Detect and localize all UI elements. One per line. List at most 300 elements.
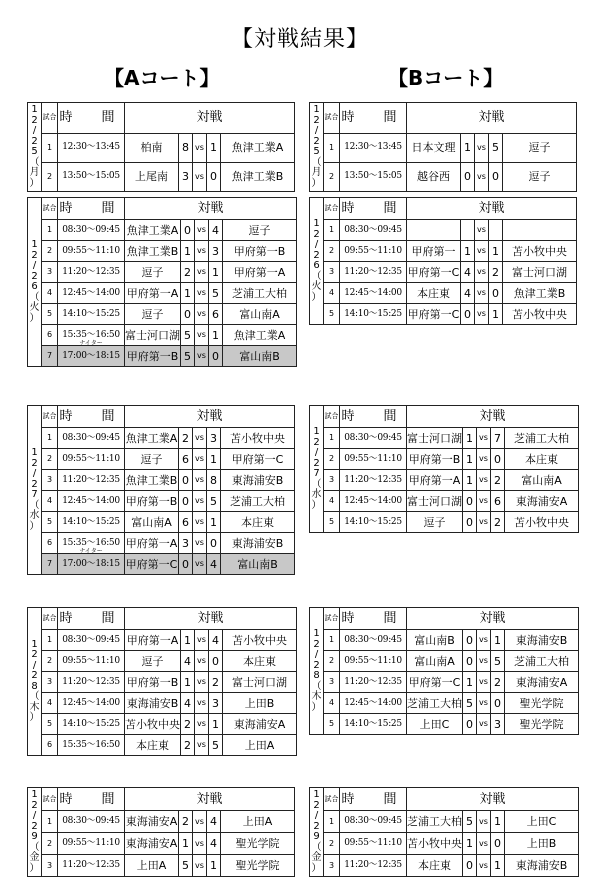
date-char: 2 [313, 820, 320, 832]
team-left: 東海浦安B [125, 693, 181, 714]
date-char: 1 [313, 628, 320, 639]
match-time: 09:55～11:10 [58, 651, 125, 672]
match-time: 12:45～14:00 [58, 693, 125, 714]
match-row [28, 470, 295, 491]
match-row [28, 811, 295, 833]
vs-label: vs [195, 220, 209, 241]
date-char: （ [29, 691, 40, 702]
match-row [28, 283, 297, 304]
score-right: 1 [207, 855, 221, 877]
match-row [310, 449, 579, 470]
match-header: 試合 [324, 406, 340, 428]
team-left: 越谷西 [407, 162, 461, 191]
match-number: 1 [42, 630, 58, 651]
versus-header: 対戦 [407, 608, 579, 630]
match-number: 3 [324, 262, 340, 283]
score-left: 0 [463, 855, 477, 877]
table-header-row [28, 103, 295, 134]
date-char: （ [29, 499, 40, 511]
score-right: 2 [491, 470, 505, 491]
vs-label: vs [475, 304, 489, 325]
date-char: / [314, 447, 319, 458]
team-right: 芝浦工大柏 [505, 651, 579, 672]
date-char: ） [29, 312, 40, 324]
score-right: 7 [491, 428, 505, 449]
date-char: 木 [29, 701, 40, 713]
date-char: 月 [29, 167, 40, 178]
team-left: 苫小牧中央 [407, 833, 463, 855]
score-right: 1 [209, 714, 223, 735]
score-right: 3 [209, 241, 223, 262]
match-time: 14:10～15:25 [58, 512, 125, 533]
team-right: 東海浦安B [505, 855, 579, 877]
vs-label: vs [193, 162, 207, 191]
score-left: 1 [181, 283, 195, 304]
vs-label: vs [477, 833, 491, 855]
date-char: 2 [313, 436, 320, 448]
date-char: 2 [313, 114, 320, 126]
date-char: 5 [313, 146, 320, 157]
court-b-heading: 【Bコート】 [388, 66, 504, 90]
match-time [58, 339, 125, 367]
time-header: 時 間 [58, 788, 125, 811]
vs-label: vs [195, 693, 209, 714]
time-header: 時 間 [58, 406, 125, 428]
match-row [28, 672, 297, 693]
match-number: 5 [324, 714, 340, 735]
date-cell [310, 198, 324, 325]
match-time: 08:30～09:45 [340, 630, 407, 651]
team-right: 上田C [505, 811, 579, 833]
match-row [28, 241, 297, 262]
match-time: 08:30～09:45 [340, 428, 407, 449]
score-left: 5 [181, 325, 195, 346]
score-right: 1 [489, 304, 503, 325]
match-row [28, 133, 295, 162]
date-char: 1 [313, 426, 320, 437]
match-row [310, 855, 579, 877]
date-char: 2 [31, 820, 38, 832]
vs-label: vs [477, 428, 491, 449]
match-number: 3 [42, 470, 58, 491]
vs-label: vs [193, 855, 207, 877]
team-left: 上田A [125, 855, 179, 877]
date-char: ） [311, 862, 322, 874]
match-time: 11:20～12:35 [58, 855, 125, 877]
team-right: 本庄東 [223, 651, 297, 672]
score-right: 1 [491, 811, 505, 833]
match-row [28, 346, 297, 367]
score-right: 8 [207, 470, 221, 491]
score-left: 1 [181, 241, 195, 262]
team-right: 上田B [505, 833, 579, 855]
score-right: 1 [209, 262, 223, 283]
team-right: 甲府第一C [221, 449, 295, 470]
court-a-heading: 【Aコート】 [104, 66, 220, 90]
score-left: 2 [179, 811, 193, 833]
vs-label: vs [193, 512, 207, 533]
vs-label: vs [195, 325, 209, 346]
match-row [310, 693, 579, 714]
match-row [28, 162, 295, 191]
score-left: 4 [461, 262, 475, 283]
date-char: 水 [29, 510, 40, 521]
match-row [310, 491, 579, 512]
match-number: 5 [42, 512, 58, 533]
date-char: 2 [313, 799, 320, 811]
score-left: 3 [179, 533, 193, 554]
team-left: 東海浦安A [125, 811, 179, 833]
match-time: 11:20～12:35 [340, 855, 407, 877]
team-right: 苫小牧中央 [503, 241, 577, 262]
date-cell [310, 788, 324, 877]
score-left: 0 [461, 162, 475, 191]
match-table-a [27, 197, 297, 367]
match-number: 6 [42, 735, 58, 756]
match-time: 08:30～09:45 [58, 630, 125, 651]
team-right: 芝浦工大柏 [221, 491, 295, 512]
match-time-text: 17:00～18:15 [62, 558, 120, 569]
match-number: 1 [324, 428, 340, 449]
score-left: 0 [179, 491, 193, 512]
match-row [28, 512, 295, 533]
match-time-text: 17:00～18:15 [62, 350, 120, 361]
match-number: 1 [324, 630, 340, 651]
match-number: 3 [324, 470, 340, 491]
team-left: 甲府第一A [125, 630, 181, 651]
score-left: 0 [179, 554, 193, 575]
team-right: 芝浦工大柏 [223, 283, 297, 304]
score-left [461, 220, 475, 241]
match-time: 15:35～16:50 [58, 533, 125, 554]
match-row [28, 262, 297, 283]
team-right: 東海浦安B [505, 630, 579, 651]
match-number: 6 [42, 325, 58, 346]
match-number: 2 [42, 241, 58, 262]
vs-label: vs [193, 811, 207, 833]
team-left: 上尾南 [125, 162, 179, 191]
match-time: 12:30～13:45 [340, 133, 407, 162]
score-left: 2 [181, 735, 195, 756]
date-char: 金 [311, 852, 322, 863]
team-left: 富士河口湖 [125, 325, 181, 346]
date-char: 8 [313, 670, 320, 681]
team-left: 芝浦工大柏 [407, 693, 463, 714]
score-right: 5 [491, 651, 505, 672]
date-char: 2 [31, 478, 38, 490]
match-header: 試合 [42, 788, 58, 811]
score-right: 0 [207, 162, 221, 191]
score-right: 4 [209, 220, 223, 241]
date-char: 月 [311, 167, 322, 178]
score-left: 0 [179, 470, 193, 491]
score-left: 6 [179, 449, 193, 470]
score-left: 0 [463, 714, 477, 735]
vs-label: vs [477, 449, 491, 470]
table-header-row [28, 198, 297, 220]
match-table-b [309, 102, 577, 192]
score-left: 6 [179, 512, 193, 533]
date-char: / [32, 810, 37, 821]
match-time: 12:45～14:00 [340, 693, 407, 714]
date-char: 2 [31, 670, 38, 681]
date-char: / [32, 260, 37, 271]
match-time: 09:55～11:10 [340, 833, 407, 855]
match-row [310, 262, 577, 283]
match-row [28, 833, 295, 855]
vs-label: vs [195, 262, 209, 283]
team-left: 甲府第一C [125, 554, 179, 575]
score-right: 1 [491, 855, 505, 877]
match-table-a [27, 102, 295, 192]
date-char: 9 [313, 831, 320, 842]
score-right: 2 [489, 262, 503, 283]
score-right: 1 [207, 133, 221, 162]
match-time: 13:50～15:05 [340, 162, 407, 191]
time-header: 時 間 [340, 103, 407, 134]
match-number: 5 [324, 512, 340, 533]
date-char: （ [311, 841, 322, 853]
match-time: 12:45～14:00 [58, 491, 125, 512]
match-time: 09:55～11:10 [340, 449, 407, 470]
date-char: ） [29, 177, 40, 189]
vs-label: vs [475, 220, 489, 241]
date-char: / [32, 659, 37, 671]
team-right: 甲府第一A [223, 262, 297, 283]
match-row [310, 811, 579, 833]
date-char: 7 [313, 468, 320, 479]
vs-label: vs [475, 241, 489, 262]
date-char: ） [29, 712, 40, 723]
team-right: 東海浦安A [505, 672, 579, 693]
team-left: 逗子 [125, 304, 181, 325]
match-row [28, 554, 295, 575]
match-row [28, 714, 297, 735]
date-char: 8 [31, 680, 38, 692]
team-left: 東海浦安A [125, 833, 179, 855]
score-right: 1 [209, 325, 223, 346]
date-char: / [314, 810, 319, 821]
team-left: 富山南B [407, 630, 463, 651]
score-right: 0 [491, 833, 505, 855]
score-left: 5 [179, 855, 193, 877]
score-left: 2 [181, 714, 195, 735]
score-right: 0 [491, 693, 505, 714]
match-number: 4 [324, 491, 340, 512]
table-header-row [310, 608, 579, 630]
match-table-b [309, 405, 579, 533]
date-char: / [314, 125, 319, 136]
time-header: 時 間 [340, 788, 407, 811]
team-right: 聖光学院 [221, 833, 295, 855]
team-right: 富山南A [505, 470, 579, 491]
date-char: （ [29, 291, 40, 303]
score-right: 0 [209, 346, 223, 367]
team-left: 富士河口湖 [407, 491, 463, 512]
date-char: ） [29, 862, 40, 874]
score-right: 5 [207, 491, 221, 512]
match-row [310, 304, 577, 325]
date-char: 2 [31, 270, 38, 282]
match-time: 12:30～13:45 [58, 133, 125, 162]
table-header-row [28, 406, 295, 428]
match-row [28, 428, 295, 449]
score-right: 0 [209, 651, 223, 672]
match-number: 3 [42, 672, 58, 693]
team-left: 甲府第一A [125, 533, 179, 554]
team-right: 魚津工業B [503, 283, 577, 304]
table-header-row [310, 788, 579, 811]
score-right: 4 [207, 554, 221, 575]
team-right: 苫小牧中央 [505, 512, 579, 533]
vs-label: vs [195, 630, 209, 651]
date-char: （ [311, 270, 322, 282]
match-time: 14:10～15:25 [58, 304, 125, 325]
vs-label: vs [195, 283, 209, 304]
match-number: 2 [42, 651, 58, 672]
match-number: 2 [324, 833, 340, 855]
time-header: 時 間 [340, 198, 407, 220]
date-cell [310, 608, 324, 735]
team-left: 柏南 [125, 133, 179, 162]
score-right: 4 [209, 630, 223, 651]
match-time: 14:10～15:25 [340, 512, 407, 533]
score-left: 5 [181, 346, 195, 367]
team-left: 苫小牧中央 [125, 714, 181, 735]
match-number: 3 [42, 855, 58, 877]
match-time: 12:45～14:00 [58, 283, 125, 304]
vs-label: vs [477, 470, 491, 491]
match-time: 09:55～11:10 [58, 241, 125, 262]
date-char: （ [311, 156, 322, 168]
team-right: 上田B [223, 693, 297, 714]
score-left: 1 [463, 833, 477, 855]
date-char: 2 [31, 114, 38, 126]
team-left: 富山南A [125, 512, 179, 533]
team-left: 逗子 [407, 512, 463, 533]
date-char: 1 [31, 239, 38, 250]
team-left: 魚津工業A [125, 428, 179, 449]
match-row [310, 630, 579, 651]
vs-label: vs [193, 449, 207, 470]
match-header: 試合 [324, 788, 340, 811]
match-row [310, 241, 577, 262]
team-left: 魚津工業B [125, 470, 179, 491]
match-number: 5 [324, 304, 340, 325]
match-number: 4 [324, 693, 340, 714]
score-right: 2 [491, 672, 505, 693]
team-left [407, 220, 461, 241]
score-right: 2 [209, 672, 223, 693]
score-right: 3 [491, 714, 505, 735]
match-number: 3 [324, 672, 340, 693]
match-row [310, 512, 579, 533]
score-left: 4 [461, 283, 475, 304]
score-right: 1 [489, 241, 503, 262]
match-number: 2 [42, 449, 58, 470]
team-left: 甲府第一A [125, 283, 181, 304]
versus-header: 対戦 [125, 103, 295, 134]
vs-label: vs [475, 262, 489, 283]
team-right: 逗子 [503, 162, 577, 191]
team-right: 富山南A [223, 304, 297, 325]
match-header: 試合 [42, 608, 58, 630]
date-char: 1 [31, 789, 38, 800]
score-right: 3 [207, 428, 221, 449]
date-char: 2 [313, 249, 320, 261]
team-left: 芝浦工大柏 [407, 811, 463, 833]
versus-header: 対戦 [125, 198, 297, 220]
score-left: 2 [181, 262, 195, 283]
match-number: 7 [42, 554, 58, 575]
match-row [28, 693, 297, 714]
team-right: 甲府第一B [223, 241, 297, 262]
date-char: 2 [31, 799, 38, 811]
match-time [58, 547, 125, 575]
score-left: 0 [461, 304, 475, 325]
match-time: 08:30～09:45 [58, 428, 125, 449]
score-left: 5 [463, 693, 477, 714]
score-right: 1 [207, 512, 221, 533]
team-right: 聖光学院 [221, 855, 295, 877]
team-left: 本庄東 [407, 283, 461, 304]
team-right [503, 220, 577, 241]
score-right: 5 [209, 283, 223, 304]
date-char: 木 [311, 691, 322, 702]
date-char: / [314, 239, 319, 250]
versus-header: 対戦 [125, 608, 297, 630]
score-left: 1 [181, 630, 195, 651]
match-header: 試合 [42, 406, 58, 428]
team-left: 上田C [407, 714, 463, 735]
score-right: 0 [489, 283, 503, 304]
table-header-row [310, 198, 577, 220]
match-time: 08:30～09:45 [340, 811, 407, 833]
match-row [310, 133, 577, 162]
match-time: 11:20～12:35 [58, 470, 125, 491]
score-left: 0 [181, 304, 195, 325]
date-char: 1 [313, 789, 320, 800]
score-right: 5 [209, 735, 223, 756]
score-right: 1 [207, 449, 221, 470]
team-left: 本庄東 [407, 855, 463, 877]
match-number: 5 [42, 304, 58, 325]
team-left: 甲府第一B [407, 449, 463, 470]
score-left: 1 [461, 133, 475, 162]
match-time: 15:35～16:50 [58, 735, 125, 756]
team-left: 甲府第一B [125, 491, 179, 512]
team-right: 苫小牧中央 [223, 630, 297, 651]
match-time: 09:55～11:10 [340, 241, 407, 262]
date-char: 金 [29, 852, 40, 863]
date-char: 6 [31, 281, 38, 292]
score-left: 1 [179, 833, 193, 855]
vs-label: vs [195, 241, 209, 262]
date-char: （ [311, 478, 322, 490]
score-right: 0 [489, 162, 503, 191]
match-table-b [309, 787, 579, 877]
score-left: 4 [181, 693, 195, 714]
team-right: 上田A [221, 811, 295, 833]
vs-label: vs [477, 672, 491, 693]
vs-label: vs [193, 428, 207, 449]
versus-header: 対戦 [407, 788, 579, 811]
table-header-row [310, 103, 577, 134]
score-right: 4 [207, 833, 221, 855]
vs-label: vs [195, 672, 209, 693]
vs-label: vs [195, 346, 209, 367]
match-row [28, 735, 297, 756]
